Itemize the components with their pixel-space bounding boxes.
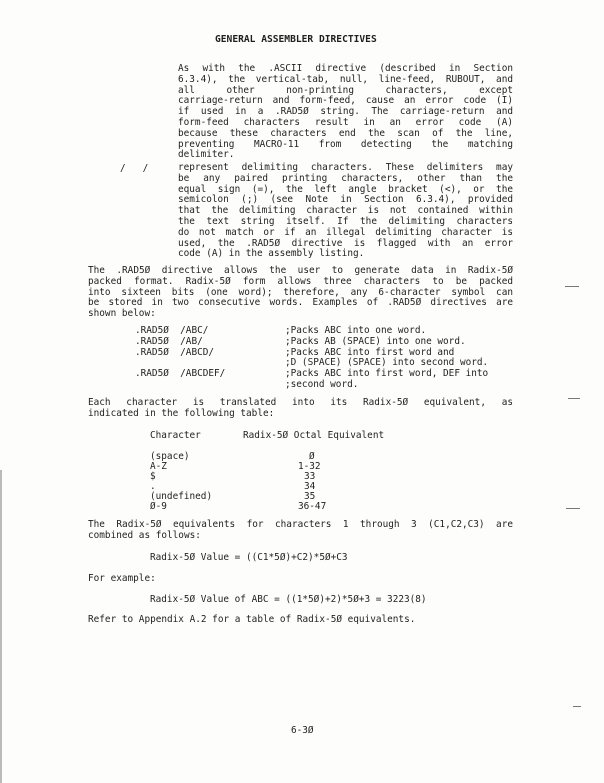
text-line: because these characters end the scan of the line, [178, 127, 513, 139]
page-header: GENERAL ASSEMBLER DIRECTIVES [215, 34, 377, 45]
margin-mark [566, 508, 580, 509]
text-line: carriage-return and form-feed, cause an error code (I) [178, 95, 513, 107]
table-cell-char: A-Z [150, 461, 167, 472]
example-comment: ;second word. [285, 379, 359, 390]
example-comment: ;Packs AB (SPACE) into one word. [285, 336, 466, 347]
text-line: code (A) in the assembly listing. [178, 248, 365, 260]
text-line: be stored in two consecutive words. Examples of .RAD5Ø directives are [88, 297, 513, 309]
table-cell-char: . [150, 481, 156, 492]
example-code: .RAD5Ø /ABCD/ [135, 347, 215, 358]
text-line: equal sign (=), the left angle bracket (<), or the [178, 183, 513, 195]
example-comment: ;D (SPACE) (SPACE) into second word. [285, 357, 489, 368]
delimiter-symbols: / / [120, 163, 149, 174]
table-cell-val: 33 [304, 471, 316, 482]
text-line: used, the .RAD5Ø directive is flagged with an error [178, 237, 513, 249]
example-code: .RAD5Ø /ABC/ [135, 325, 209, 336]
table-cell-val: 1-32 [298, 461, 321, 472]
scan-edge [0, 470, 2, 783]
for-example-label: For example: [88, 573, 156, 584]
text-line: preventing MACRO-11 from detecting the matching [178, 138, 513, 150]
text-line: shown below: [88, 308, 156, 320]
page-number: 6-3Ø [291, 725, 314, 736]
text-line: if used in a .RAD5Ø string. The carriage-return and [178, 106, 513, 118]
example-comment: ;Packs ABC into first word, DEF into [285, 368, 489, 379]
text-line: packed format. Radix-5Ø form allows three characters to be packed [88, 275, 513, 287]
text-line: The .RAD5Ø directive allows the user to generate data in Radix-5Ø [88, 265, 513, 276]
text-line: be any paired printing characters, other than the [178, 172, 513, 184]
text-line: semicolon (;) (see Note in Section 6.3.4), provided [178, 194, 513, 206]
text-line: the text string itself. If the delimiting characters [178, 215, 513, 227]
table-cell-char: (undefined) [150, 491, 213, 502]
paragraph-rad50-intro [88, 266, 513, 320]
table-cell-char: $ [150, 471, 156, 482]
text-line: that the delimiting character is not contained within [178, 205, 513, 217]
formula-general: Radix-5Ø Value = ((C1*5Ø)+C2)*5Ø+C3 [150, 552, 348, 563]
paragraph-translation [88, 398, 513, 420]
text-line: represent delimiting characters. These delimiters may [178, 162, 513, 173]
example-code: .RAD5Ø /ABCDEF/ [135, 368, 226, 379]
paragraph-combination [88, 520, 513, 542]
text-line: indicated in the following table: [88, 407, 275, 419]
text-line: Each character is translated into its Radix-5Ø equivalent, as [88, 397, 513, 408]
text-line: As with the .ASCII directive (described in Section [178, 63, 513, 74]
margin-mark [565, 286, 579, 287]
table-header-character: Character [150, 430, 201, 441]
text-line: all other non-printing characters, except [178, 84, 513, 96]
text-line: combined as follows: [88, 529, 201, 541]
appendix-reference: Refer to Appendix A.2 for a table of Radix-5Ø equivalents. [88, 614, 416, 625]
table-cell-char: Ø-9 [150, 501, 167, 512]
example-comment: ;Packs ABC into one word. [285, 325, 427, 336]
margin-mark [568, 398, 580, 399]
table-cell-char: (space) [150, 451, 190, 462]
table-header-equivalent: Radix-5Ø Octal Equivalent [243, 430, 385, 441]
paragraph-delimiters [178, 163, 513, 260]
table-cell-val: Ø [309, 451, 315, 462]
example-code: .RAD5Ø /AB/ [135, 336, 203, 347]
margin-mark [573, 706, 581, 707]
table-cell-val: 35 [304, 491, 316, 502]
table-cell-val: 36-47 [298, 501, 327, 512]
text-line: The Radix-5Ø equivalents for characters 1 through 3 (C1,C2,C3) are [88, 519, 513, 530]
text-line: do not match or if an illegal delimiting character is [178, 226, 513, 238]
text-line: 6.3.4), the vertical-tab, null, line-feed, RUBOUT, and [178, 73, 513, 85]
text-line: form-feed characters result in an error code (A) [178, 116, 513, 128]
formula-example: Radix-5Ø Value of ABC = ((1*5Ø)+2)*5Ø+3 = 3223(8) [150, 594, 427, 605]
text-line: into sixteen bits (one word); therefore, any 6-character symbol can [88, 286, 513, 298]
example-comment: ;Packs ABC into first word and [285, 347, 455, 358]
text-line: delimiter. [178, 149, 235, 161]
paragraph-ascii-note [178, 64, 513, 161]
table-cell-val: 34 [304, 481, 316, 492]
